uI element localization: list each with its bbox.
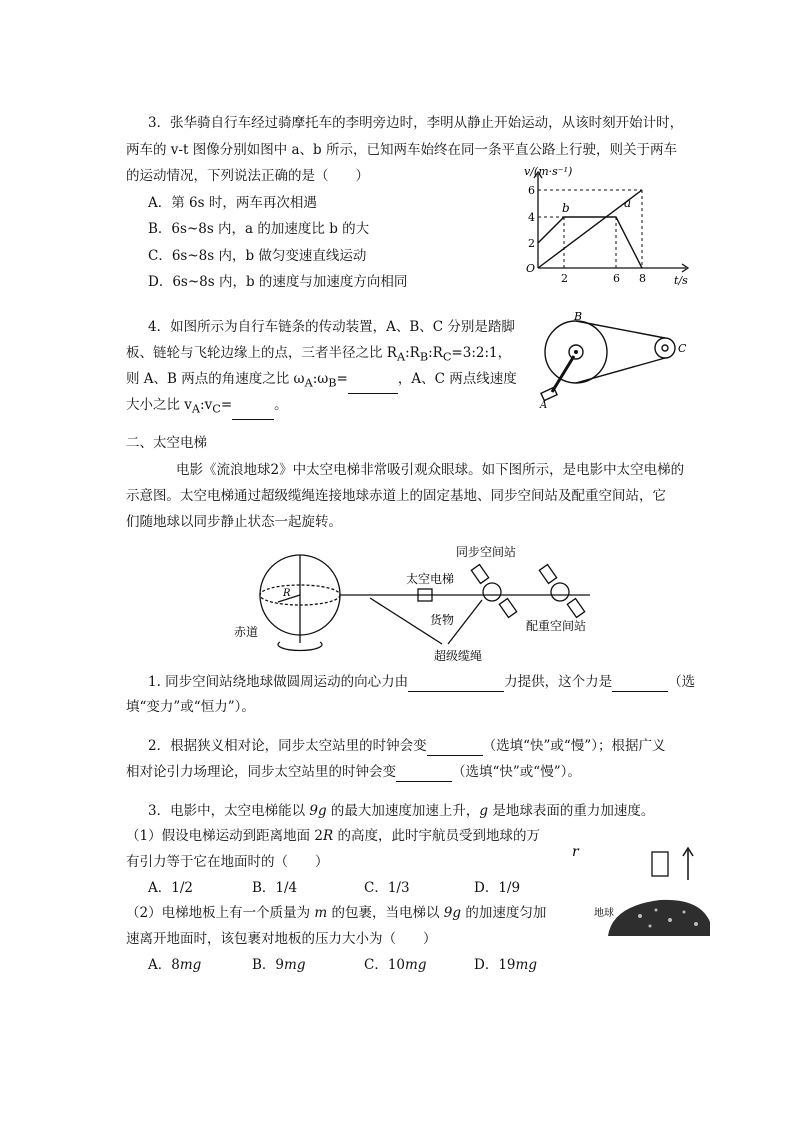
label-radius: R (283, 588, 291, 599)
q4-line3: 则 A、B 两点的角速度之比 $\omega_A:\omega_B=$ ，A、C 两点线速度 (126, 369, 517, 394)
label-b: B (574, 312, 583, 323)
label-cargo: 货物 (430, 613, 455, 627)
s2-q2-blank-2[interactable] (396, 766, 452, 782)
s2-q3-p1-option-d[interactable]: D．1/9 (474, 880, 521, 896)
ytick-6: 6 (528, 184, 535, 197)
q4-blank-2[interactable] (232, 404, 274, 420)
xtick-8: 8 (639, 272, 646, 285)
q3-line2: 两车的 v-t 图像分别如图中 a、b 所示，已知两车始终在同一条平直公路上行驶，则关于两车 (126, 142, 677, 158)
s2-q2-line2: 相对论引力场理论，同步太空站里的时钟会变 （选填“快”或“慢”）。 (126, 764, 581, 780)
q4-line4: 大小之比 $v_A:v_C=$ 。 (126, 395, 288, 420)
section-2-intro-1: 电影《流浪地球2》中太空电梯非常吸引观众眼球。如下图所示，是电影中太空电梯的 (176, 462, 685, 478)
chain-drive-diagram (530, 312, 700, 412)
earth-surface (608, 900, 710, 936)
q3-option-b[interactable]: B．6s~8s 内，a 的加速度比 b 的大 (148, 221, 370, 237)
label-sync-station: 同步空间站 (456, 545, 517, 559)
s2-q2-blank-1[interactable] (427, 740, 483, 756)
s2-q3-p2-line2: 速离开地面时，该包裹对地板的压力大小为（ ） (126, 931, 437, 947)
space-elevator-diagram (220, 540, 640, 666)
s2-q3-p1-option-a[interactable]: A．1/2 (148, 880, 193, 896)
label-a: A (540, 400, 548, 411)
section-2-intro-3: 们随地球以同步静止状态一起旋转。 (126, 514, 342, 530)
elevator-side-figure (560, 830, 730, 940)
s2-q3-p2-option-b[interactable]: B．9mg (252, 957, 306, 973)
s2-q3-p1-line2: 有引力等于它在地面时的（ ） (126, 854, 329, 870)
graph-xlabel: t/s (674, 274, 688, 287)
q3-option-a[interactable]: A．第 6s 时，两车再次相遇 (148, 195, 317, 211)
q3-option-d[interactable]: D．6s~8s 内，b 的速度与加速度方向相同 (148, 274, 408, 290)
label-cable: 超级缆绳 (434, 649, 483, 663)
s2-q1-blank-2[interactable] (612, 676, 668, 692)
q3-line1: 3．张华骑自行车经过骑摩托车的李明旁边时，李明从静止开始运动，从该时刻开始计时， (148, 115, 684, 131)
s2-q3-p1-line1: （1）假设电梯运动到距离地面 2R 的高度，此时宇航员受到地球的万 (126, 828, 540, 844)
xtick-2: 2 (561, 272, 568, 285)
graph-label-b: b (562, 201, 570, 215)
q3-option-c[interactable]: C．6s~8s 内，b 做匀变速直线运动 (148, 248, 367, 264)
q4-line2: 板、链轮与飞轮边缘上的点，三者半径之比 $R_A:R_B:R_C=3:2:1$， (126, 345, 512, 364)
s2-q1-blank-1[interactable] (408, 676, 504, 692)
section-2-heading: 二、太空电梯 (126, 435, 207, 451)
ytick-4: 4 (528, 211, 535, 224)
xtick-6: 6 (613, 272, 620, 285)
label-r: r (572, 844, 579, 860)
label-equator: 赤道 (234, 625, 259, 639)
ytick-2: 2 (528, 237, 535, 250)
elevator-box (652, 852, 668, 876)
q4-blank-1[interactable] (348, 378, 398, 394)
q4-line1: 4．如图所示为自行车链条的传动装置，A、B、C 分别是踏脚 (148, 319, 515, 335)
graph-ylabel: v/(m·s⁻¹) (524, 165, 573, 178)
line-b (538, 217, 642, 268)
s2-q3-p1-option-b[interactable]: B．1/4 (252, 880, 298, 896)
label-earth: 地球 (594, 908, 614, 919)
s2-q3-p1-option-c[interactable]: C．1/3 (364, 880, 410, 896)
q3-line3: 的运动情况，下列说法正确的是（ ） (126, 168, 369, 184)
vt-graph (516, 164, 702, 294)
graph-label-a: a (624, 196, 632, 210)
graph-origin: O (526, 262, 536, 275)
s2-q3-p2-line1: （2）电梯地板上有一个质量为 m 的包裹，当电梯以 9g 的加速度匀加 (126, 905, 547, 921)
s2-q3-p2-option-c[interactable]: C．10mg (364, 957, 427, 973)
s2-q1-line2: 填“变力”或“恒力”）。 (126, 699, 255, 715)
label-counterweight-station: 配重空间站 (526, 619, 587, 633)
s2-q1-line1: 1. 同步空间站绕地球做圆周运动的向心力由 力提供，这个力是 （选 (148, 674, 696, 690)
s2-q2-line1: 2．根据狭义相对论，同步太空站里的时钟会变 （选填“快”或“慢”）；根据广义 (148, 738, 666, 754)
s2-q3-intro: 3．电影中，太空电梯能以 9g 的最大加速度加速上升，g 是地球表面的重力加速度。 (148, 803, 655, 819)
section-2-intro-2: 示意图。太空电梯通过超级缆绳连接地球赤道上的固定基地、同步空间站及配重空间站，它 (126, 488, 666, 504)
label-c: C (678, 342, 687, 355)
label-elevator: 太空电梯 (406, 572, 455, 586)
s2-q3-p2-option-d[interactable]: D．19mg (474, 957, 537, 973)
s2-q3-p2-option-a[interactable]: A．8mg (148, 957, 202, 973)
